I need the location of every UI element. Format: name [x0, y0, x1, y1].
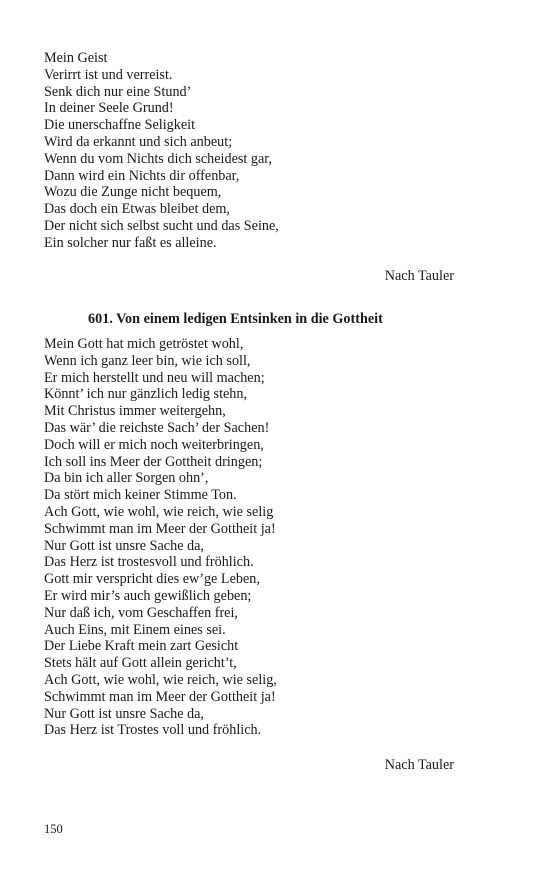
poem-line: Das Herz ist trostesvoll und fröhlich. [44, 554, 254, 571]
poem-line: Ach Gott, wie wohl, wie reich, wie selig, [44, 671, 277, 688]
poem-line: Wenn ich ganz leer bin, wie ich soll, [44, 352, 251, 369]
poem-line: Nur Gott ist unsre Sache da, [44, 537, 204, 554]
poem-line: Verirrt ist und verreist. [44, 66, 173, 83]
poem-attribution: Nach Tauler [384, 268, 454, 284]
poem-body [44, 336, 464, 739]
poem-line: Stets hält auf Gott allein gericht’t, [44, 655, 237, 672]
poem-line: Mein Gott hat mich getröstet wohl, [44, 336, 244, 352]
poem-line: Er wird mir’s auch gewißlich geben; [44, 587, 252, 604]
poem-line: Senk dich nur eine Stund’ [44, 83, 192, 100]
poem-attribution: Nach Tauler [384, 757, 454, 773]
poem-line: Ein solcher nur faßt es alleine. [44, 234, 217, 251]
page-number: 150 [44, 822, 63, 836]
poem-line: Der nicht sich selbst sucht und das Seine, [44, 217, 279, 234]
poem-heading: 601. Von einem ledigen Entsinken in die Gottheit [88, 311, 383, 327]
poem-line: Auch Eins, mit Einem eines sei. [44, 621, 226, 638]
poem-line: Schwimmt man im Meer der Gottheit ja! [44, 520, 276, 537]
poem-fragment [44, 50, 464, 252]
poem-line: Mit Christus immer weitergehn, [44, 403, 226, 420]
poem-line: Er mich herstellt und neu will machen; [44, 369, 265, 386]
poem-line: Der Liebe Kraft mein zart Gesicht [44, 638, 239, 655]
poem-line: Da bin ich aller Sorgen ohn’, [44, 470, 209, 487]
poem-line: In deiner Seele Grund! [44, 100, 174, 117]
poem-line: Mein Geist [44, 50, 108, 66]
poem-line: Ach Gott, wie wohl, wie reich, wie selig [44, 503, 274, 520]
poem-line: Wozu die Zunge nicht bequem, [44, 184, 222, 201]
poem-line: Doch will er mich noch weiterbringen, [44, 436, 264, 453]
poem-line: Da stört mich keiner Stimme Ton. [44, 487, 237, 504]
poem-line: Nur Gott ist unsre Sache da, [44, 705, 204, 722]
poem-line: Schwimmt man im Meer der Gottheit ja! [44, 688, 276, 705]
poem-line: Die unerschaffne Seligkeit [44, 117, 196, 134]
poem-line: Dann wird ein Nichts dir offenbar, [44, 167, 240, 184]
poem-line: Wird da erkannt und sich anbeut; [44, 133, 233, 150]
poem-line: Nur daß ich, vom Geschaffen frei, [44, 604, 238, 621]
poem-line: Das doch ein Etwas bleibet dem, [44, 201, 230, 218]
poem-line: Das wär’ die reichste Sach’ der Sachen! [44, 419, 270, 436]
poem-line: Könnt’ ich nur gänzlich ledig stehn, [44, 386, 248, 403]
poem-line: Wenn du vom Nichts dich scheidest gar, [44, 150, 272, 167]
poem-line: Ich soll ins Meer der Gottheit dringen; [44, 453, 263, 470]
poem-line: Gott mir verspricht dies ew’ge Leben, [44, 571, 260, 588]
poem-line: Das Herz ist Trostes voll und fröhlich. [44, 722, 262, 739]
